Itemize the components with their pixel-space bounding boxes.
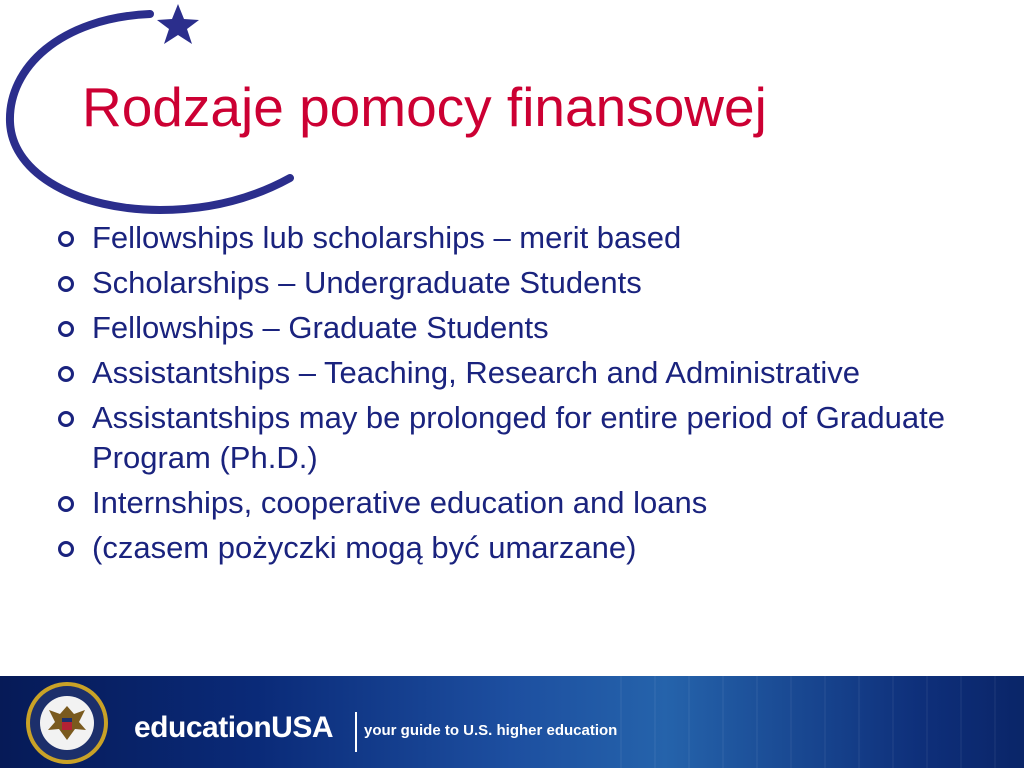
- bullet-text: (czasem pożyczki mogą być umarzane): [92, 530, 637, 565]
- bullet-text: Fellowships – Graduate Students: [92, 310, 549, 345]
- bullet-text: Fellowships lub scholarships – merit based: [92, 220, 682, 255]
- bullet-circle-icon: [58, 321, 74, 337]
- list-item: [55, 308, 955, 348]
- bullet-circle-icon: [58, 411, 74, 427]
- bullet-text: Assistantships – Teaching, Research and Administrative: [92, 355, 860, 390]
- footer-tagline: your guide to U.S. higher education: [364, 722, 618, 739]
- bullet-circle-icon: [58, 496, 74, 512]
- footer-divider: [355, 712, 357, 752]
- bullet-circle-icon: [58, 231, 74, 247]
- bullet-list: [55, 218, 955, 573]
- slide-title: Rodzaje pomocy finansowej: [82, 76, 767, 138]
- footer-background-pattern: [620, 676, 1024, 768]
- list-item: [55, 218, 955, 258]
- bullet-text: Scholarships – Undergraduate Students: [92, 265, 642, 300]
- bullet-text: Internships, cooperative education and loans: [92, 485, 708, 520]
- educationusa-logo: educationUSA: [134, 711, 334, 744]
- list-item: [55, 263, 955, 303]
- bullet-text: Assistantships may be prolonged for entire period of Graduate Program (Ph.D.): [92, 400, 945, 475]
- department-of-state-seal-icon: [22, 680, 112, 766]
- bullet-circle-icon: [58, 276, 74, 292]
- star-icon: [157, 4, 199, 44]
- list-item: [55, 528, 955, 568]
- list-item: [55, 398, 955, 478]
- bullet-circle-icon: [58, 366, 74, 382]
- list-item: [55, 483, 955, 523]
- bullet-circle-icon: [58, 541, 74, 557]
- list-item: [55, 353, 955, 393]
